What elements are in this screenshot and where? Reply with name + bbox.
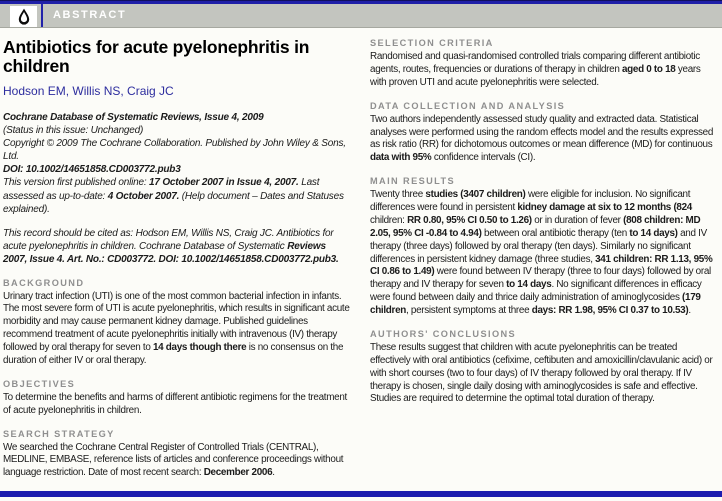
section-body-main-results: Twenty three studies (3407 children) were eligible for inclusion. No significant differences were found in persistent kidney damage at six to 12 months (824 children: RR 0.80, 95% CI 0.50 to 1.26) or in duration of fever (808 children: MD 2.05, 95% CI -0.84 to 4.94) between oral antibiotic therapy (ten to 14 days) and IV therapy (three days) followed by oral therapy (ten days). Similarly no significant differences in persistent kidney damage (three studies, 341 children: RR 1.13, 95% CI 0.86 to 1.49) were found between IV therapy (three to four days) followed by oral therapy and IV therapy for seven to 14 days. No significant differences in efficacy were found between daily and thrice daily administration of aminoglycosides (179 children, persistent symptoms at three days: RR 1.98, 95% CI 0.37 to 10.53).: [370, 189, 713, 316]
section-selection-criteria: [370, 38, 719, 90]
header-bar: [0, 4, 722, 28]
section-authors-conclusions: [370, 329, 719, 406]
article-authors: Hodson EM, Willis NS, Craig JC: [3, 83, 174, 98]
section-objectives: [3, 379, 352, 418]
section-search-strategy: [3, 429, 352, 481]
meta-copyright-line: Copyright © 2009 The Cochrane Collaboration. Published by John Wiley & Sons, Ltd.: [3, 137, 346, 163]
citation: This record should be cited as: Hodson EM, Willis NS, Craig JC. Antibiotics for acute pyelonephritis in children. Cochrane Database of Systematic Reviews 2007, Issue 4. Art. No.: CD003772. DOI: 10.1002/14651858.CD003772.pub3.: [3, 228, 339, 266]
section-body-background: Urinary tract infection (UTI) is one of the most common bacterial infection in infants. The most severe form of UTI is acute pyelonephritis, which results in significant acute morbidity and may cause permanent kidney damage. Published guidelines recommend treatment of acute pyelonephritis initially with intravenous (IV) therapy followed by oral therapy for seven to 14 days though there is no consensus on the duration of either IV or oral therapy.: [3, 290, 350, 366]
section-heading-objectives: OBJECTIVES: [3, 378, 76, 389]
section-background: [3, 278, 352, 368]
section-main-results: [370, 176, 719, 318]
meta-version-line: This version first published online: 17 October 2007 in Issue 4, 2007. Last assessed as up-to-date: 4 October 2007. (Help document – Dates and Statuses explained).: [3, 177, 344, 215]
droplet-icon: [16, 8, 32, 26]
section-heading-main-results: MAIN RESULTS: [370, 176, 456, 187]
right-column: [370, 36, 719, 480]
meta-journal-line: Cochrane Database of Systematic Reviews, Issue 4, 2009: [3, 111, 264, 123]
publication-meta: [3, 111, 352, 267]
bottom-rule: [0, 491, 722, 497]
article-title: Antibiotics for acute pyelonephritis in children: [3, 37, 310, 77]
section-heading-data-collection: DATA COLLECTION AND ANALYSIS: [370, 100, 566, 111]
publisher-logo: [10, 6, 37, 27]
section-body-authors-conclusions: These results suggest that children with acute pyelonephritis can be treated effectively with oral antibiotics (cefixime, ceftibuten and amoxicillin/clavulanic acid) or with short courses (two to four days) of IV therapy followed by oral therapy. If IV therapy is chosen, single daily dosing with aminoglycosides is safe and effective. Studies are required to determine the optimal total duration of therapy.: [370, 341, 713, 405]
section-heading-background: BACKGROUND: [3, 277, 85, 288]
meta-status-line: (Status in this issue: Unchanged): [3, 124, 144, 136]
abstract-badge: ABSTRACT: [53, 9, 127, 21]
header-divider: [41, 4, 43, 27]
section-body-selection-criteria: Randomised and quasi-randomised controlled trials comparing different antibiotic agents, routes, frequencies or durations of therapy in children aged 0 to 18 years with proven UTI and acute pyelonephritis were selected.: [370, 51, 701, 88]
section-heading-authors-conclusions: AUTHORS' CONCLUSIONS: [370, 328, 517, 339]
section-data-collection: [370, 101, 719, 166]
section-heading-selection-criteria: SELECTION CRITERIA: [370, 38, 494, 48]
meta-doi-line: DOI: 10.1002/14651858.CD003772.pub3: [3, 164, 181, 176]
left-column: [3, 36, 352, 480]
section-body-objectives: To determine the benefits and harms of different antibiotic regimens for the treatment of acute pyelonephritis in children.: [3, 391, 347, 416]
article-body: [0, 28, 722, 480]
section-heading-search-strategy: SEARCH STRATEGY: [3, 428, 115, 439]
section-body-data-collection: Two authors independently assessed study quality and extracted data. Statistical analyses were performed using the random effects model and the results expressed as risk ratio (RR) for dichotomous outcomes or mean difference (MD) for continuous data with 95% confidence intervals (CI).: [370, 113, 714, 164]
section-body-search-strategy: We searched the Cochrane Central Register of Controlled Trials (CENTRAL), MEDLINE, EMBASE, reference lists of articles and conference proceedings without language restriction. Date of most recent search: December 2006.: [3, 441, 344, 479]
